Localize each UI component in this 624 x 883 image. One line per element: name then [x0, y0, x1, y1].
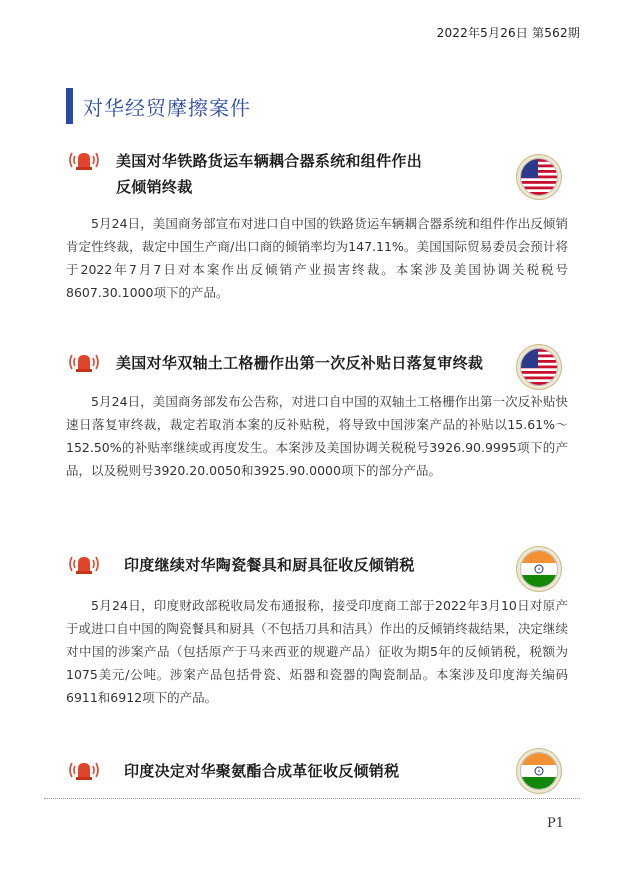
case-body: 5月24日，美国商务部发布公告称，对进口自中国的双轴土工格栅作出第一次反补贴快速日落复审终裁，裁定若取消本案的反补贴税，将导致中国涉案产品的补贴以15.61%～152.50%的补贴率继续或再度发生。本案涉及美国协调关税税号3926.90.9995项下的产品，以及税则号3920.20.0050和3925.90.0000项下的部分产品。 [66, 394, 568, 478]
alarm-bell-icon [66, 148, 102, 172]
case-body: 5月24日，美国商务部宣布对进口自中国的铁路货运车辆耦合器系统和组件作出反倾销肯定性终裁，裁定中国生产商/出口商的倾销率均为147.11%。美国国际贸易委员会预计将于2022年7月7日对本案作出反倾销产业损害终裁。本案涉及美国协调关税税号8607.30.1000项下的产品。 [66, 216, 568, 300]
case-headline: 美国对华铁路货运车辆耦合器系统和组件作出 [116, 152, 423, 170]
alarm-bell-icon [66, 350, 102, 374]
footer-divider [44, 798, 580, 799]
case-header [66, 552, 564, 578]
alarm-bell-icon [66, 758, 102, 782]
case-header [66, 148, 564, 200]
section-title-bar [66, 88, 73, 124]
section-title [66, 88, 251, 124]
case-headline: 印度继续对华陶瓷餐具和厨具征收反倾销税 [124, 556, 415, 574]
case-body: 5月24日，印度财政部税收局发布通报称，接受印度商工部于2022年3月10日对原产于或进口自中国的陶瓷餐具和厨具（不包括刀具和洁具）作出的反倾销终裁结果，决定继续对中国的涉案产品（包括原产于马来西亚的规避产品）征收为期5年的反倾销税，税额为1075美元/公吨。涉案产品包括骨瓷、炻器和瓷器的陶瓷制品。本案涉及印度海关编码6911和6912项下的产品。 [66, 598, 568, 705]
case-header [66, 350, 564, 376]
case-headline-cont: 反倾销终裁 [116, 178, 193, 196]
case-header [66, 758, 564, 784]
alarm-bell-icon [66, 552, 102, 576]
section-title-text: 对华经贸摩擦案件 [83, 95, 251, 120]
us-flag-icon [520, 348, 558, 386]
issue-date: 2022年5月26日 第562期 [436, 26, 580, 40]
india-flag-icon [520, 752, 558, 790]
case-headline: 印度决定对华聚氨酯合成革征收反倾销税 [124, 762, 400, 780]
case-headline: 美国对华双轴土工格栅作出第一次反补贴日落复审终裁 [116, 354, 484, 372]
page-number: P1 [546, 816, 564, 831]
us-flag-icon [520, 158, 558, 196]
india-flag-icon [520, 550, 558, 588]
